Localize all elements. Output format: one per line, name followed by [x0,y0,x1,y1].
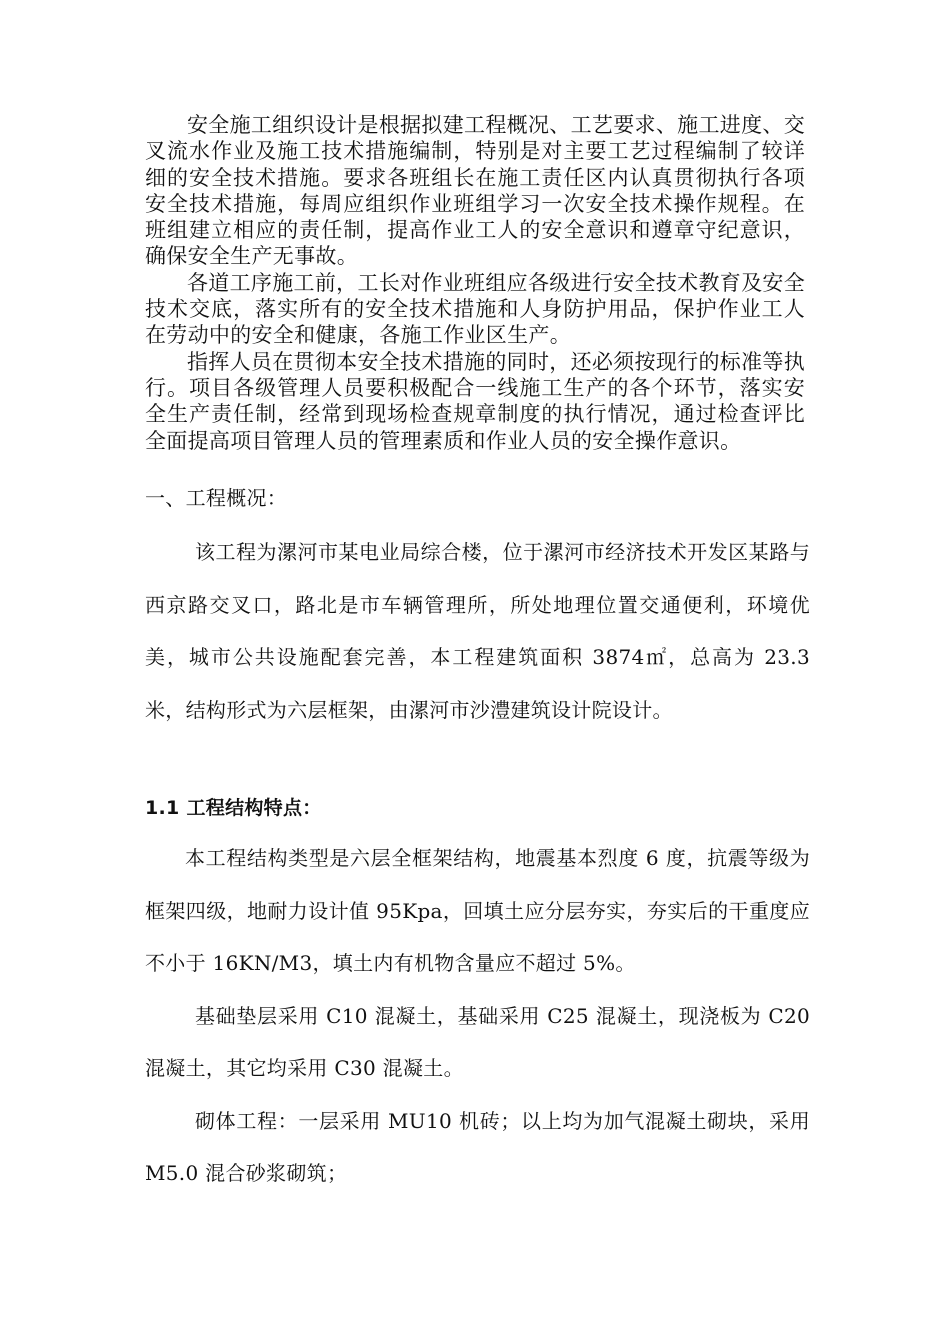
section-heading-structure: 1.1 工程结构特点： [145,797,322,819]
structure-paragraph-1: 本工程结构类型是六层全框架结构，地震基本烈度 6 度，抗震等级为框架四级，地耐力设计值 95Kpa，回填土应分层夯实，夯实后的干重度应不小于 16KN/M3，填土内有机物含量应不超过 5%。 [145,846,810,975]
structure-paragraph-2: 基础垫层采用 C10 混凝土，基础采用 C25 混凝土，现浇板为 C20 混凝土，其它均采用 C30 混凝土。 [145,1003,810,1080]
intro-paragraph-1: 安全施工组织设计是根据拟建工程概况、工艺要求、施工进度、交叉流水作业及施工技术措施编制，特别是对主要工艺过程编制了较详细的安全技术措施。要求各班组长在施工责任区内认真贯彻执行各项安全技术措施，每周应组织作业班组学习一次安全技术操作规程。在班组建立相应的责任制，提高作业工人的安全意识和遵章守纪意识，确保安全生产无事故。 [145,113,805,269]
intro-paragraph-2: 各道工序施工前，工长对作业班组应各级进行安全技术教育及安全技术交底，落实所有的安全技术措施和人身防护用品，保护作业工人在劳动中的安全和健康，各施工作业区生产。 [145,270,805,348]
structure-paragraph-3: 砌体工程：一层采用 MU10 机砖；以上均为加气混凝土砌块，采用 M5.0 混合砂浆砌筑； [145,1108,810,1185]
section-heading-overview: 一、工程概况： [145,486,288,510]
overview-paragraph: 该工程为漯河市某电业局综合楼，位于漯河市经济技术开发区某路与西京路交叉口，路北是市车辆管理所，所处地理位置交通便利，环境优美，城市公共设施配套完善，本工程建筑面积 3874㎡，总高为 23.3 米，结构形式为六层框架，由漯河市沙澧建筑设计院设计。 [145,540,810,722]
overview-section [145,526,810,736]
structure-section [145,832,810,1200]
intro-section [145,112,805,454]
intro-paragraph-3: 指挥人员在贯彻本安全技术措施的同时，还必须按现行的标准等执行。项目各级管理人员要积极配合一线施工生产的各个环节，落实安全生产责任制，经常到现场检查规章制度的执行情况，通过检查评比全面提高项目管理人员的管理素质和作业人员的安全操作意识。 [145,349,805,453]
